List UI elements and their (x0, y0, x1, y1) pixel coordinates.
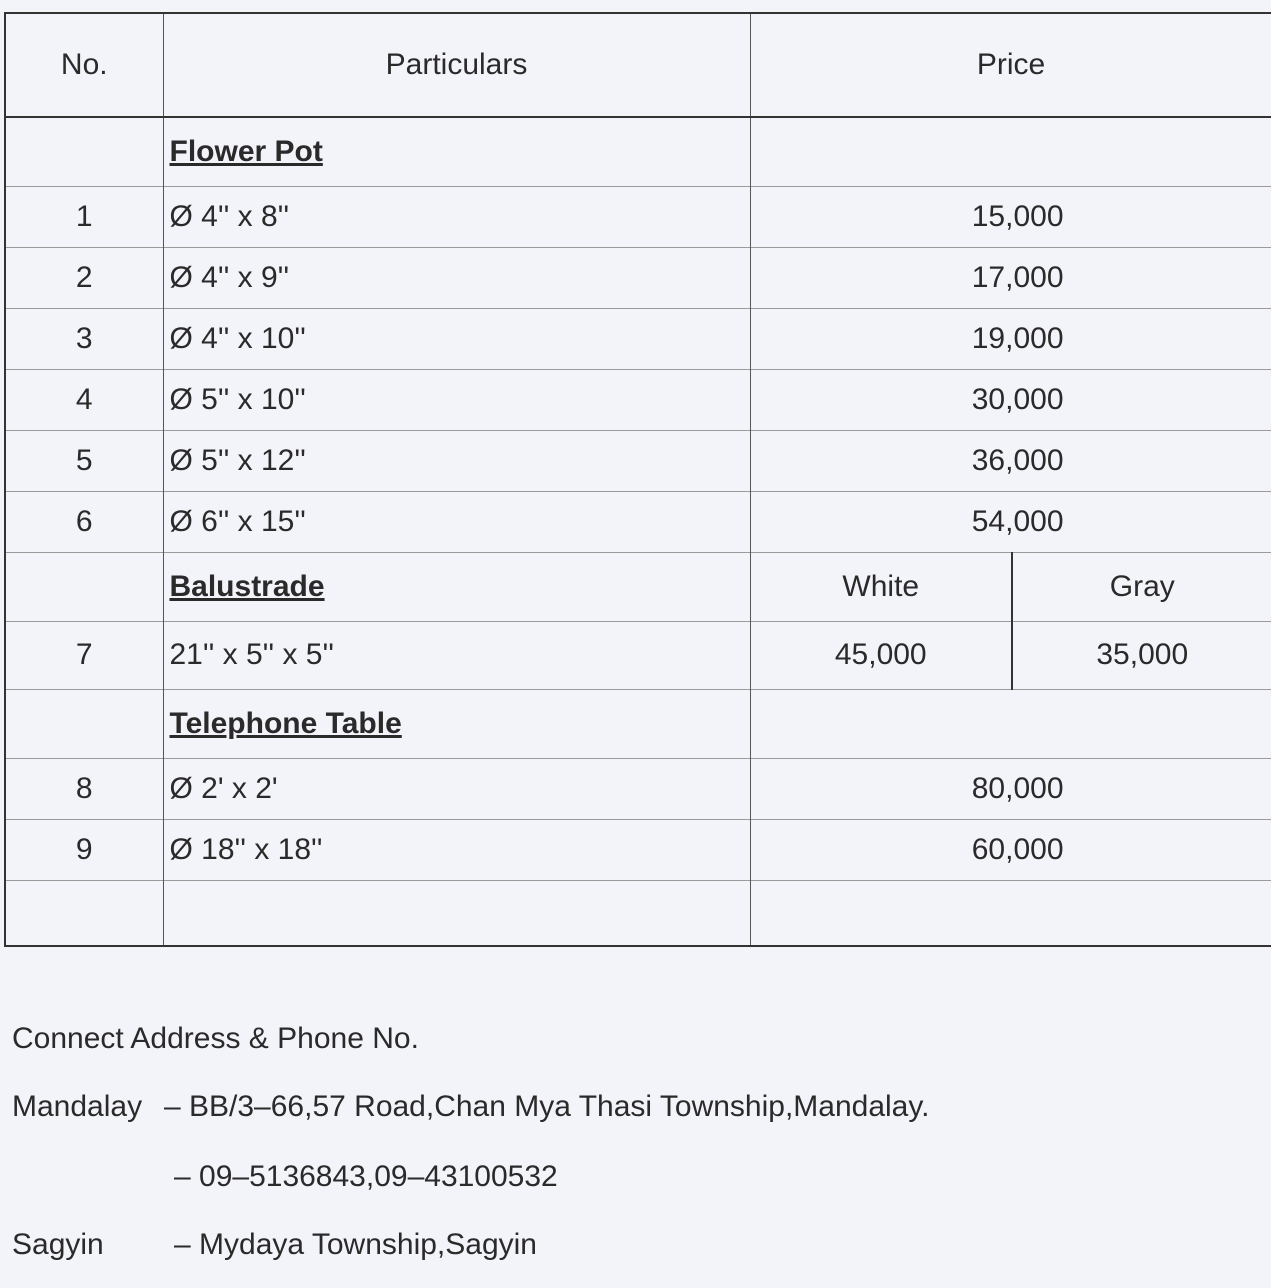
empty-cell (5, 880, 163, 946)
row-no: 2 (5, 247, 163, 308)
header-row (5, 13, 1271, 117)
table-row (5, 819, 1271, 880)
row-price: 54,000 (750, 491, 1271, 552)
table-row (5, 308, 1271, 369)
price-table (4, 12, 1271, 947)
empty-cell (750, 880, 1271, 946)
table-row (5, 369, 1271, 430)
price-label-white: White (750, 552, 1012, 621)
section-title-flower-pot: Flower Pot (169, 134, 323, 168)
table-row (5, 247, 1271, 308)
row-particulars: Ø 4'' x 10'' (163, 308, 750, 369)
row-price: 17,000 (750, 247, 1271, 308)
section-row-telephone-table (5, 689, 1271, 758)
header-no: No. (5, 13, 163, 117)
section-cell (163, 552, 750, 621)
section-title-telephone-table: Telephone Table (169, 706, 402, 740)
row-particulars: Ø 4'' x 9'' (163, 247, 750, 308)
mandalay-phone: – 09–5136843,09–43100532 (174, 1160, 558, 1193)
header-price: Price (750, 13, 1271, 117)
row-particulars: Ø 2' x 2' (163, 758, 750, 819)
mandalay-label: Mandalay (12, 1090, 143, 1123)
row-price: 19,000 (750, 308, 1271, 369)
section-title-balustrade: Balustrade (169, 569, 325, 603)
contact-heading: Connect Address & Phone No. (12, 1022, 419, 1055)
section-cell (163, 689, 750, 758)
section-row-flower-pot (5, 117, 1271, 186)
table-row (5, 186, 1271, 247)
row-no: 1 (5, 186, 163, 247)
row-price-white: 45,000 (750, 621, 1012, 689)
row-price: 80,000 (750, 758, 1271, 819)
empty-cell (750, 689, 1271, 758)
row-particulars: Ø 5'' x 12'' (163, 430, 750, 491)
row-price: 36,000 (750, 430, 1271, 491)
table-row (5, 491, 1271, 552)
table-row (5, 621, 1271, 689)
row-no: 4 (5, 369, 163, 430)
empty-cell (163, 880, 750, 946)
row-price: 30,000 (750, 369, 1271, 430)
mandalay-address: – BB/3–66,57 Road,Chan Mya Thasi Township,Mandalay. (164, 1090, 930, 1123)
sagyin-label: Sagyin (12, 1228, 104, 1261)
row-price: 60,000 (750, 819, 1271, 880)
empty-cell (5, 552, 163, 621)
table-row-empty (5, 880, 1271, 946)
row-no: 6 (5, 491, 163, 552)
header-particulars: Particulars (163, 13, 750, 117)
table-row (5, 430, 1271, 491)
row-no: 9 (5, 819, 163, 880)
row-price-gray: 35,000 (1012, 621, 1271, 689)
section-row-balustrade (5, 552, 1271, 621)
section-cell (163, 117, 750, 186)
row-no: 3 (5, 308, 163, 369)
empty-cell (5, 689, 163, 758)
row-no: 5 (5, 430, 163, 491)
sagyin-address: – Mydaya Township,Sagyin (174, 1228, 537, 1261)
price-label-gray: Gray (1012, 552, 1271, 621)
empty-cell (750, 117, 1271, 186)
row-particulars: Ø 4'' x 8'' (163, 186, 750, 247)
row-particulars: Ø 18'' x 18'' (163, 819, 750, 880)
empty-cell (5, 117, 163, 186)
row-price: 15,000 (750, 186, 1271, 247)
row-no: 8 (5, 758, 163, 819)
row-no: 7 (5, 621, 163, 689)
row-particulars: Ø 6'' x 15'' (163, 491, 750, 552)
row-particulars: Ø 5'' x 10'' (163, 369, 750, 430)
row-particulars: 21'' x 5'' x 5'' (163, 621, 750, 689)
table-row (5, 758, 1271, 819)
